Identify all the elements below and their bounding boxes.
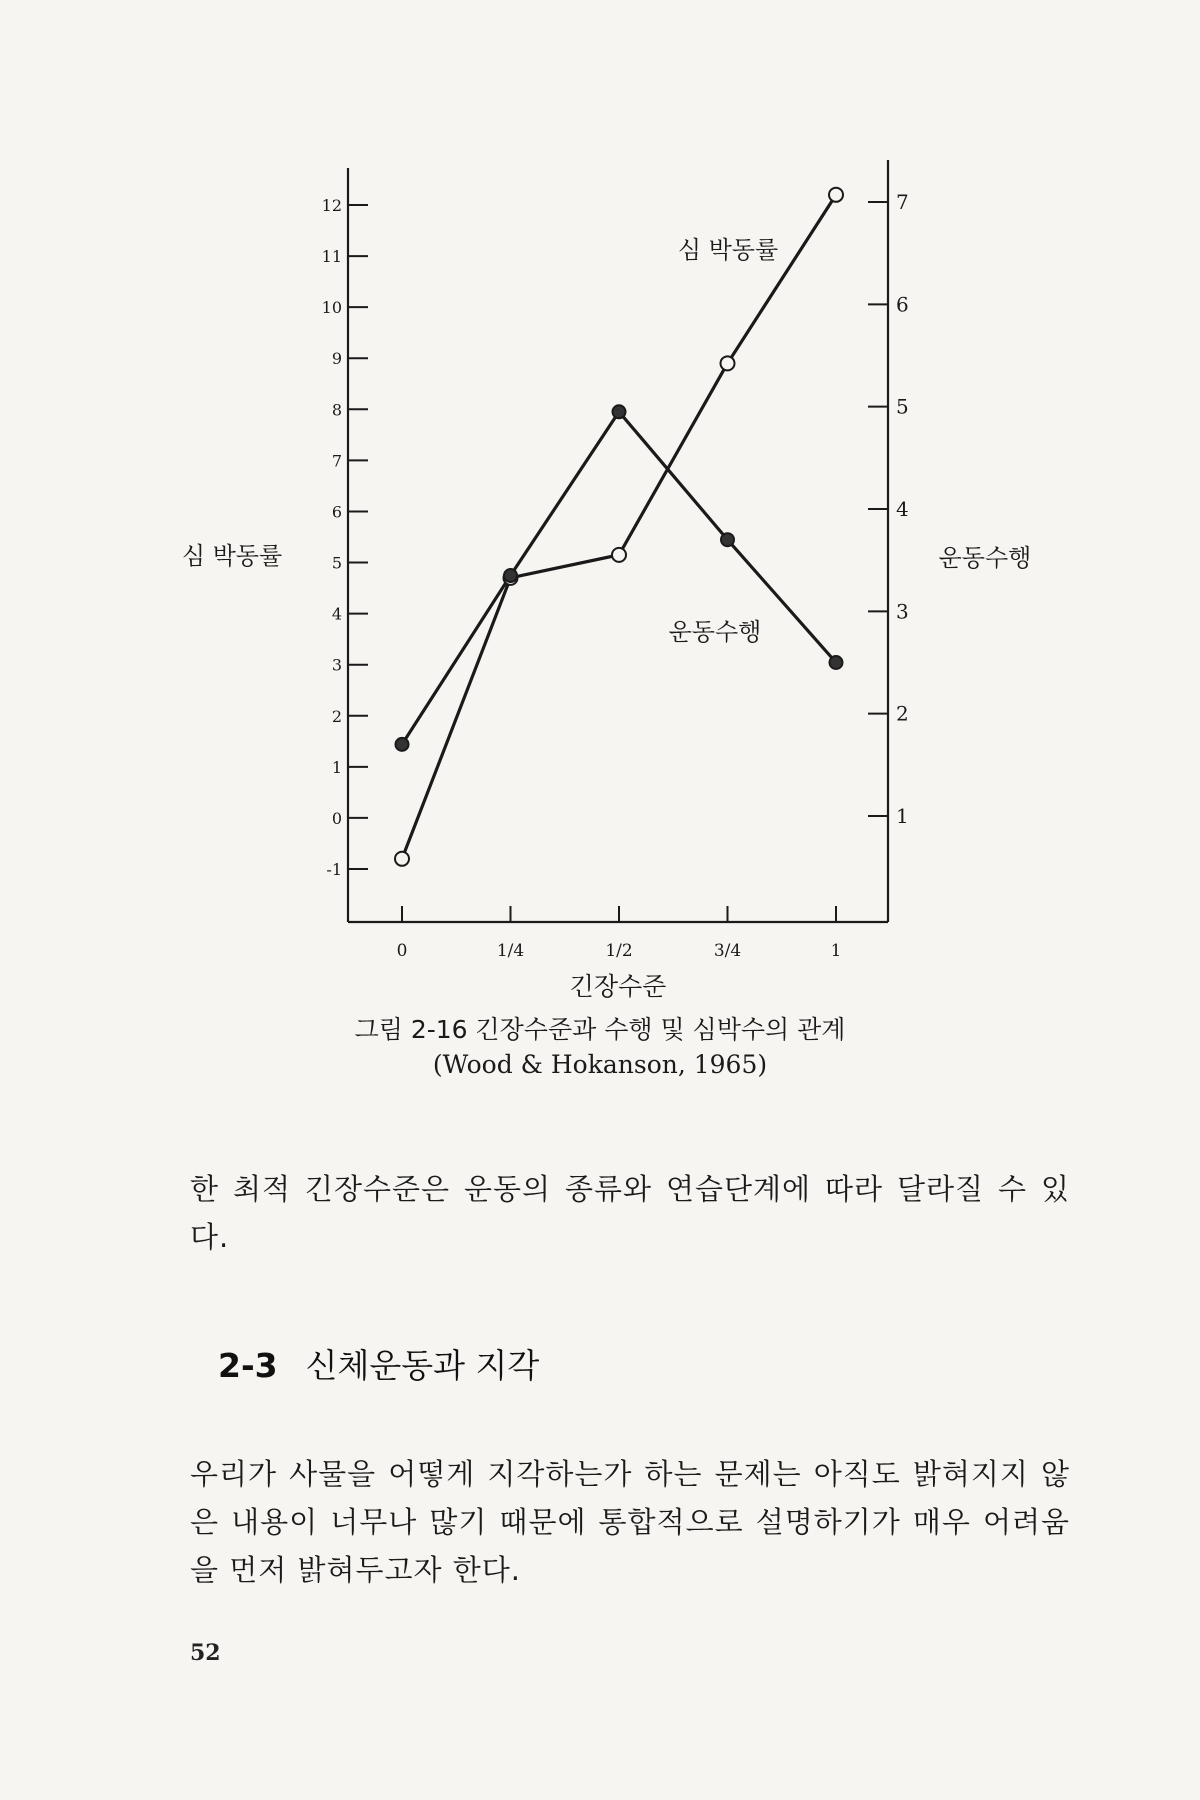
section-title: 신체운동과 지각 bbox=[305, 1346, 540, 1385]
section-heading bbox=[218, 1340, 539, 1387]
series-label-heart-rate: 심 박동률 bbox=[677, 236, 779, 264]
figure-caption: 그림 2-16 긴장수준과 수행 및 심박수의 관계 bbox=[354, 1015, 846, 1044]
right-tick-label: 3 bbox=[896, 599, 909, 624]
series-1-point bbox=[829, 188, 843, 202]
left-tick-label: 2 bbox=[331, 706, 342, 726]
left-tick-label: -1 bbox=[326, 860, 342, 879]
left-axis-title: 심 박동률 bbox=[181, 542, 283, 570]
left-tick-label: 5 bbox=[331, 553, 342, 573]
x-tick-label: 3/4 bbox=[713, 941, 742, 961]
right-axis-title: 운동수행 bbox=[938, 544, 1032, 572]
figure-source: (Wood & Hokanson, 1965) bbox=[432, 1050, 768, 1079]
left-tick-label: 7 bbox=[331, 451, 342, 471]
page-number: 52 bbox=[190, 1640, 221, 1666]
x-axis-ticks bbox=[397, 906, 842, 961]
series-1-point bbox=[612, 548, 626, 562]
x-tick-label: 1/4 bbox=[496, 941, 525, 961]
right-tick-label: 1 bbox=[896, 804, 909, 828]
body-paragraph-1: 한 최적 긴장수준은 운동의 종류와 연습단계에 따라 달라질 수 있다. bbox=[190, 1172, 1070, 1254]
left-tick-label: 4 bbox=[331, 604, 342, 624]
series-2-point bbox=[830, 656, 843, 669]
section-number: 2-3 bbox=[218, 1346, 278, 1385]
series-label-performance: 운동수행 bbox=[668, 618, 762, 646]
series-lines bbox=[402, 195, 836, 859]
left-axis-ticks bbox=[322, 196, 368, 879]
right-tick-label: 5 bbox=[896, 394, 909, 419]
series-2-point bbox=[396, 738, 409, 751]
right-tick-label: 2 bbox=[896, 701, 909, 726]
left-tick-label: 6 bbox=[331, 502, 342, 522]
series-2-point bbox=[504, 569, 517, 582]
series-1-point bbox=[395, 852, 409, 866]
left-tick-label: 0 bbox=[331, 808, 342, 828]
chart-axes bbox=[348, 160, 888, 922]
left-tick-label: 10 bbox=[321, 298, 342, 318]
right-tick-label: 7 bbox=[896, 190, 909, 214]
series-2-point bbox=[613, 405, 626, 418]
series-line-1 bbox=[402, 195, 836, 859]
left-tick-label: 9 bbox=[331, 349, 342, 369]
x-axis-title: 긴장수준 bbox=[569, 972, 667, 1001]
x-tick-label: 1 bbox=[830, 941, 842, 961]
left-tick-label: 12 bbox=[321, 196, 342, 215]
right-tick-label: 6 bbox=[896, 292, 909, 317]
x-tick-label: 1/2 bbox=[605, 941, 633, 961]
left-tick-label: 3 bbox=[331, 655, 342, 675]
right-tick-label: 4 bbox=[896, 497, 909, 521]
left-tick-label: 8 bbox=[331, 400, 342, 420]
series-1-point bbox=[721, 356, 735, 370]
body-paragraph-2: 우리가 사물을 어떻게 지각하는가 하는 문제는 아직도 밝혀지지 않은 내용이 너무나 많기 때문에 통합적으로 설명하기가 매우 어려움을 먼저 밝혀두고자 한다. bbox=[190, 1457, 1070, 1587]
left-tick-label: 11 bbox=[321, 247, 342, 267]
left-tick-label: 1 bbox=[331, 757, 342, 777]
x-tick-label: 0 bbox=[396, 941, 408, 961]
series-2-point bbox=[721, 533, 734, 546]
